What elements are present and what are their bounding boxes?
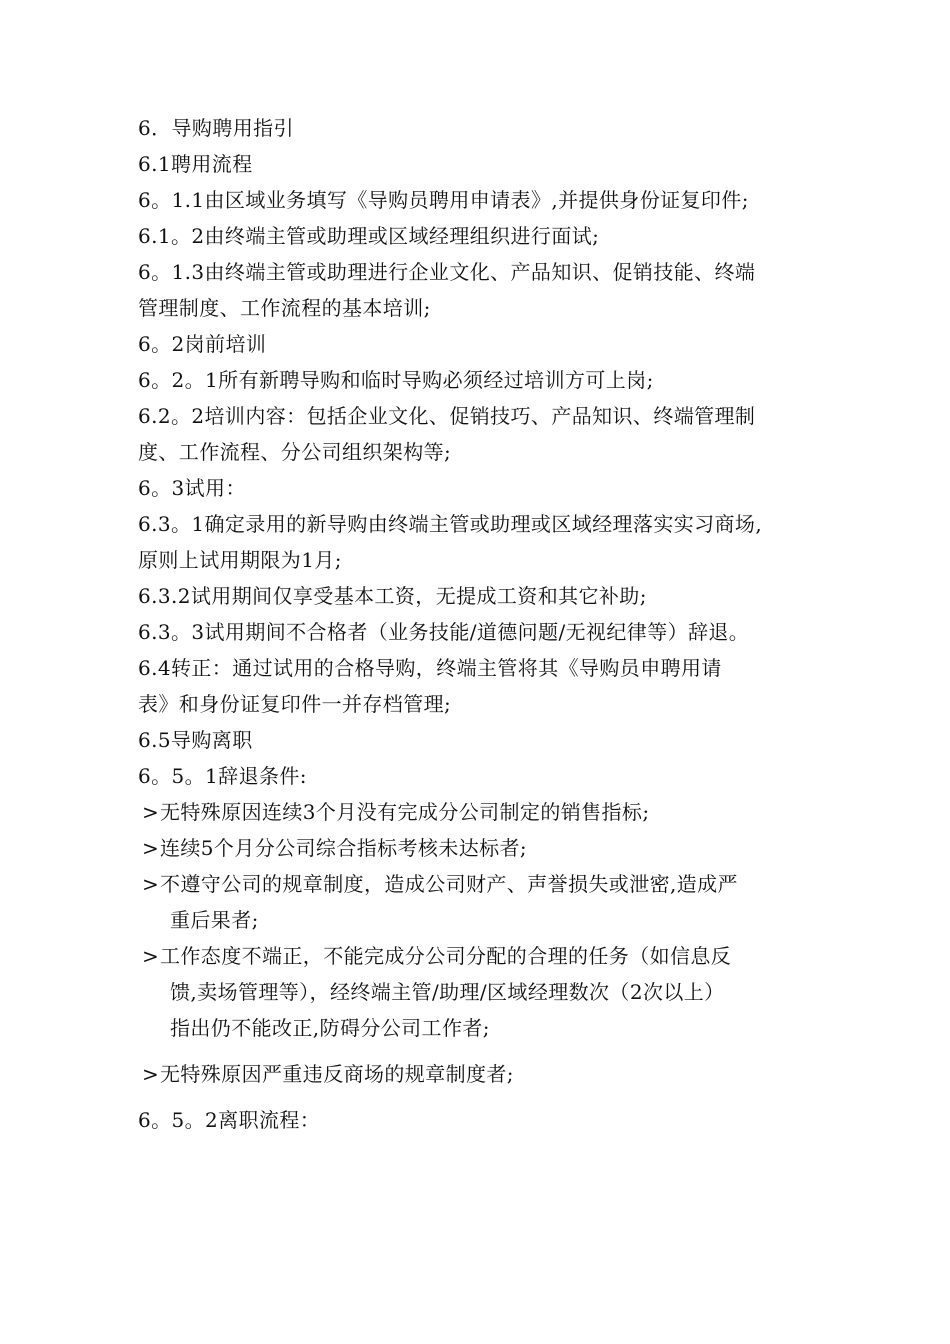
bullet-text-cont: 馈,卖场管理等），经终端主管/助理/区域经理数次（2次以上） — [170, 980, 725, 1004]
bullet-item-4 — [138, 938, 828, 1046]
paragraph-6-1-3-cont: 管理制度、工作流程的基本培训; — [138, 296, 431, 320]
paragraph-6-2-2-cont: 度、工作流程、分公司组织架构等; — [138, 440, 452, 464]
bullet-text: 工作态度不端正，不能完成分公司分配的合理的任务（如信息反 — [160, 944, 732, 968]
heading-6-3: 6。3试用： — [138, 476, 246, 500]
bullet-item-3 — [138, 866, 828, 938]
heading-6-5-2: 6。5。2离职流程： — [138, 1108, 321, 1132]
heading-6-1: 6.1聘用流程 — [138, 152, 253, 176]
bullet-text: 不遵守公司的规章制度，造成公司财产、声誉损失或泄密,造成严 — [160, 872, 738, 896]
bullet-marker: > — [142, 800, 160, 824]
heading-6-5: 6.5导购离职 — [138, 728, 253, 752]
bullet-item-2 — [138, 830, 828, 866]
paragraph-6-3-3: 6.3。3试用期间不合格者（业务技能/道德问题/无视纪律等）辞退。 — [138, 620, 750, 644]
bullet-marker: > — [142, 872, 160, 896]
paragraph-6-3-1: 6.3。1确定录用的新导购由终端主管或助理或区域经理落实实习商场, — [138, 512, 763, 536]
heading-6-5-1: 6。5。1辞退条件: — [138, 764, 307, 788]
bullet-item-5 — [138, 1056, 828, 1092]
paragraph-6-2-1: 6。2。1所有新聘导购和临时导购必须经过培训方可上岗; — [138, 368, 654, 392]
paragraph-6-3-2: 6.3.2试用期间仅享受基本工资，无提成工资和其它补助; — [138, 584, 647, 608]
paragraph-6-1-3: 6。1.3由终端主管或助理进行企业文化、产品知识、促销技能、终端 — [138, 260, 756, 284]
paragraph-6-1-2: 6.1。2由终端主管或助理或区域经理组织进行面试; — [138, 224, 600, 248]
paragraph-6-2-2: 6.2。2培训内容：包括企业文化、促销技巧、产品知识、终端管理制 — [138, 404, 756, 428]
bullet-marker: > — [142, 836, 160, 860]
bullet-text: 无特殊原因严重违反商场的规章制度者; — [160, 1062, 514, 1086]
paragraph-6-4-cont: 表》和身份证复印件一并存档管理; — [138, 692, 452, 716]
paragraph-6-3-1-cont: 原则上试用期限为1月; — [138, 548, 342, 572]
heading-6: 6．导购聘用指引 — [138, 116, 294, 140]
document-page — [138, 110, 828, 1138]
bullet-marker: > — [142, 944, 160, 968]
bullet-text-cont: 指出仍不能改正,防碍分公司工作者; — [170, 1016, 490, 1040]
paragraph-6-4: 6.4转正：通过试用的合格导购，终端主管将其《导购员申聘用请 — [138, 656, 722, 680]
paragraph-6-1-1: 6。1.1由区域业务填写《导购员聘用申请表》,并提供身份证复印件; — [138, 188, 749, 212]
bullet-text-cont: 重后果者; — [170, 908, 259, 932]
heading-6-2: 6。2岗前培训 — [138, 332, 267, 356]
bullet-text: 无特殊原因连续3个月没有完成分公司制定的销售指标; — [160, 800, 650, 824]
bullet-marker: > — [142, 1062, 160, 1086]
bullet-item-1 — [138, 794, 828, 830]
bullet-text: 连续5个月分公司综合指标考核未达标者; — [160, 836, 528, 860]
